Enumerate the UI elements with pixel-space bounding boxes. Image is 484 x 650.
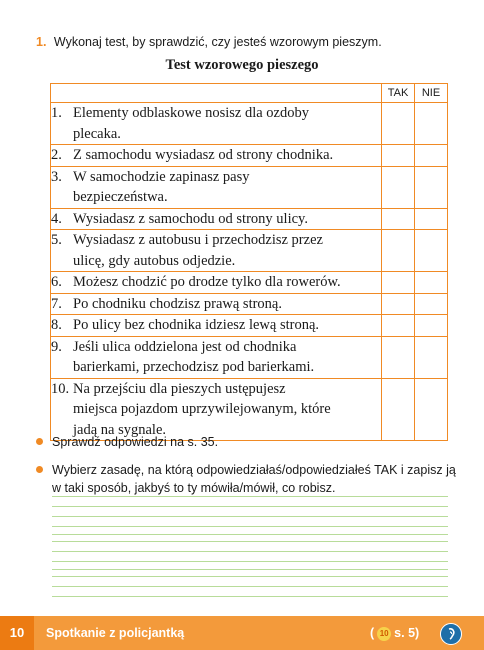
writing-lines[interactable] — [52, 496, 448, 604]
quiz-row — [51, 208, 448, 230]
bullet-text: Sprawdź odpowiedzi na s. 35. — [52, 435, 219, 449]
quiz-table — [50, 83, 448, 441]
writing-line[interactable] — [52, 586, 448, 587]
answer-cell-tak[interactable] — [382, 336, 415, 378]
question-cell — [51, 145, 382, 167]
header-nie: NIE — [415, 84, 448, 103]
question-number: 8. — [51, 317, 62, 333]
answer-cell-tak[interactable] — [382, 378, 415, 441]
question-cell — [51, 166, 382, 208]
writing-line[interactable] — [52, 534, 448, 535]
answer-cell-nie[interactable] — [415, 293, 448, 315]
answer-cell-nie[interactable] — [415, 145, 448, 167]
answer-cell-tak[interactable] — [382, 166, 415, 208]
quiz-row — [51, 378, 448, 441]
question-text — [73, 167, 250, 208]
header-tak: TAK — [382, 84, 415, 103]
question-number: 4. — [51, 210, 62, 227]
question-number: 3. — [51, 168, 62, 185]
bullet-dot-icon — [36, 466, 43, 473]
writing-line[interactable] — [52, 516, 448, 517]
answer-cell-tak[interactable] — [382, 315, 415, 337]
writing-line[interactable] — [52, 496, 448, 497]
test-title: Test wzorowego pieszego — [165, 57, 319, 73]
answer-cell-nie[interactable] — [415, 166, 448, 208]
page-footer — [0, 616, 484, 650]
answer-cell-nie[interactable] — [415, 336, 448, 378]
question-text — [73, 315, 319, 336]
question-line: Wysiadasz z autobusu i przechodzisz przez — [73, 232, 323, 248]
question-text — [73, 379, 331, 441]
writing-line[interactable] — [52, 569, 448, 570]
question-text — [73, 103, 309, 144]
question-cell — [51, 293, 382, 315]
question-line: Z samochodu wysiadasz od strony chodnika. — [73, 147, 334, 163]
writing-line[interactable] — [52, 541, 448, 542]
question-text — [73, 337, 314, 378]
question-line: Po ulicy bez chodnika idziesz lewą stroną. — [73, 317, 320, 333]
quiz-row — [51, 230, 448, 272]
bullet-item — [36, 461, 456, 497]
question-line: Możesz chodzić po drodze tylko dla rowerów. — [73, 274, 341, 290]
question-number: 9. — [51, 338, 62, 355]
question-number: 6. — [51, 274, 62, 290]
question-text — [73, 294, 282, 315]
quiz-row — [51, 336, 448, 378]
question-line: barierkami, przechodzisz pod barierkami. — [73, 359, 315, 375]
writing-line[interactable] — [52, 551, 448, 552]
answer-cell-tak[interactable] — [382, 293, 415, 315]
question-line: ulicę, gdy autobus odjedzie. — [73, 252, 236, 269]
bullet-text: Wybierz zasadę, na którą odpowiedziałaś/odpowiedziałeś TAK i zapisz ją w taki sposób, jakbyś to ty mówiła/mówił, co robisz. — [52, 463, 456, 495]
question-text — [73, 145, 333, 166]
writing-line[interactable] — [52, 526, 448, 527]
question-number: 7. — [51, 295, 62, 312]
answer-cell-tak[interactable] — [382, 208, 415, 230]
question-number: 5. — [51, 232, 62, 248]
quiz-row — [51, 272, 448, 294]
question-text — [73, 209, 308, 230]
question-line: Na przejściu dla pieszych ustępujesz — [73, 380, 286, 397]
task-header — [36, 35, 382, 49]
writing-line[interactable] — [52, 561, 448, 562]
quiz-header-row — [51, 84, 448, 103]
question-line: Elementy odblaskowe nosisz dla ozdoby — [73, 105, 309, 121]
answer-cell-tak[interactable] — [382, 230, 415, 272]
answer-cell-nie[interactable] — [415, 103, 448, 145]
writing-line[interactable] — [52, 596, 448, 597]
page-number: 10 — [0, 616, 34, 650]
answer-cell-tak[interactable] — [382, 145, 415, 167]
question-number: 10. — [51, 380, 70, 397]
writing-line[interactable] — [52, 506, 448, 507]
chapter-title: Spotkanie z policjantką — [46, 626, 185, 640]
writing-line[interactable] — [52, 576, 448, 577]
ref-open: ( — [370, 626, 375, 640]
question-cell — [51, 230, 382, 272]
ref-badge-icon: 10 — [377, 627, 391, 641]
answer-cell-nie[interactable] — [415, 378, 448, 441]
question-cell — [51, 378, 382, 441]
answer-cell-nie[interactable] — [415, 272, 448, 294]
ref-text: s. 5) — [394, 626, 420, 640]
quiz-row — [51, 145, 448, 167]
question-line: Wysiadasz z samochodu od strony ulicy. — [73, 210, 308, 227]
question-line: Po chodniku chodzisz prawą stroną. — [73, 295, 282, 312]
question-cell — [51, 208, 382, 230]
answer-cell-nie[interactable] — [415, 315, 448, 337]
bullet-dot-icon — [36, 438, 43, 445]
question-line: jadą na sygnale. — [73, 421, 167, 438]
question-text — [73, 230, 323, 271]
answer-cell-tak[interactable] — [382, 103, 415, 145]
question-cell — [51, 336, 382, 378]
bullet-item — [36, 433, 456, 451]
quiz-row — [51, 103, 448, 145]
task-number: 1. — [36, 35, 47, 49]
question-line: plecaka. — [73, 125, 121, 142]
question-cell — [51, 103, 382, 145]
task-instruction: Wykonaj test, by sprawdzić, czy jesteś wzorowym pieszym. — [53, 35, 382, 49]
answer-cell-nie[interactable] — [415, 208, 448, 230]
question-number: 1. — [51, 105, 62, 121]
quiz-row — [51, 315, 448, 337]
question-cell — [51, 272, 382, 294]
header-blank-cell — [51, 84, 382, 103]
page-reference — [370, 616, 419, 650]
question-line: miejsca pojazdom uprzywilejowanym, które — [73, 401, 331, 417]
question-line: bezpieczeństwa. — [73, 189, 168, 205]
question-number: 2. — [51, 147, 62, 163]
question-line: W samochodzie zapinasz pasy — [73, 168, 250, 185]
question-cell — [51, 315, 382, 337]
quiz-row — [51, 166, 448, 208]
answer-cell-tak[interactable] — [382, 272, 415, 294]
quiz-row — [51, 293, 448, 315]
question-text — [73, 272, 341, 293]
answer-cell-nie[interactable] — [415, 230, 448, 272]
question-line: Jeśli ulica oddzielona jest od chodnika — [73, 338, 297, 355]
ear-icon — [440, 623, 462, 645]
